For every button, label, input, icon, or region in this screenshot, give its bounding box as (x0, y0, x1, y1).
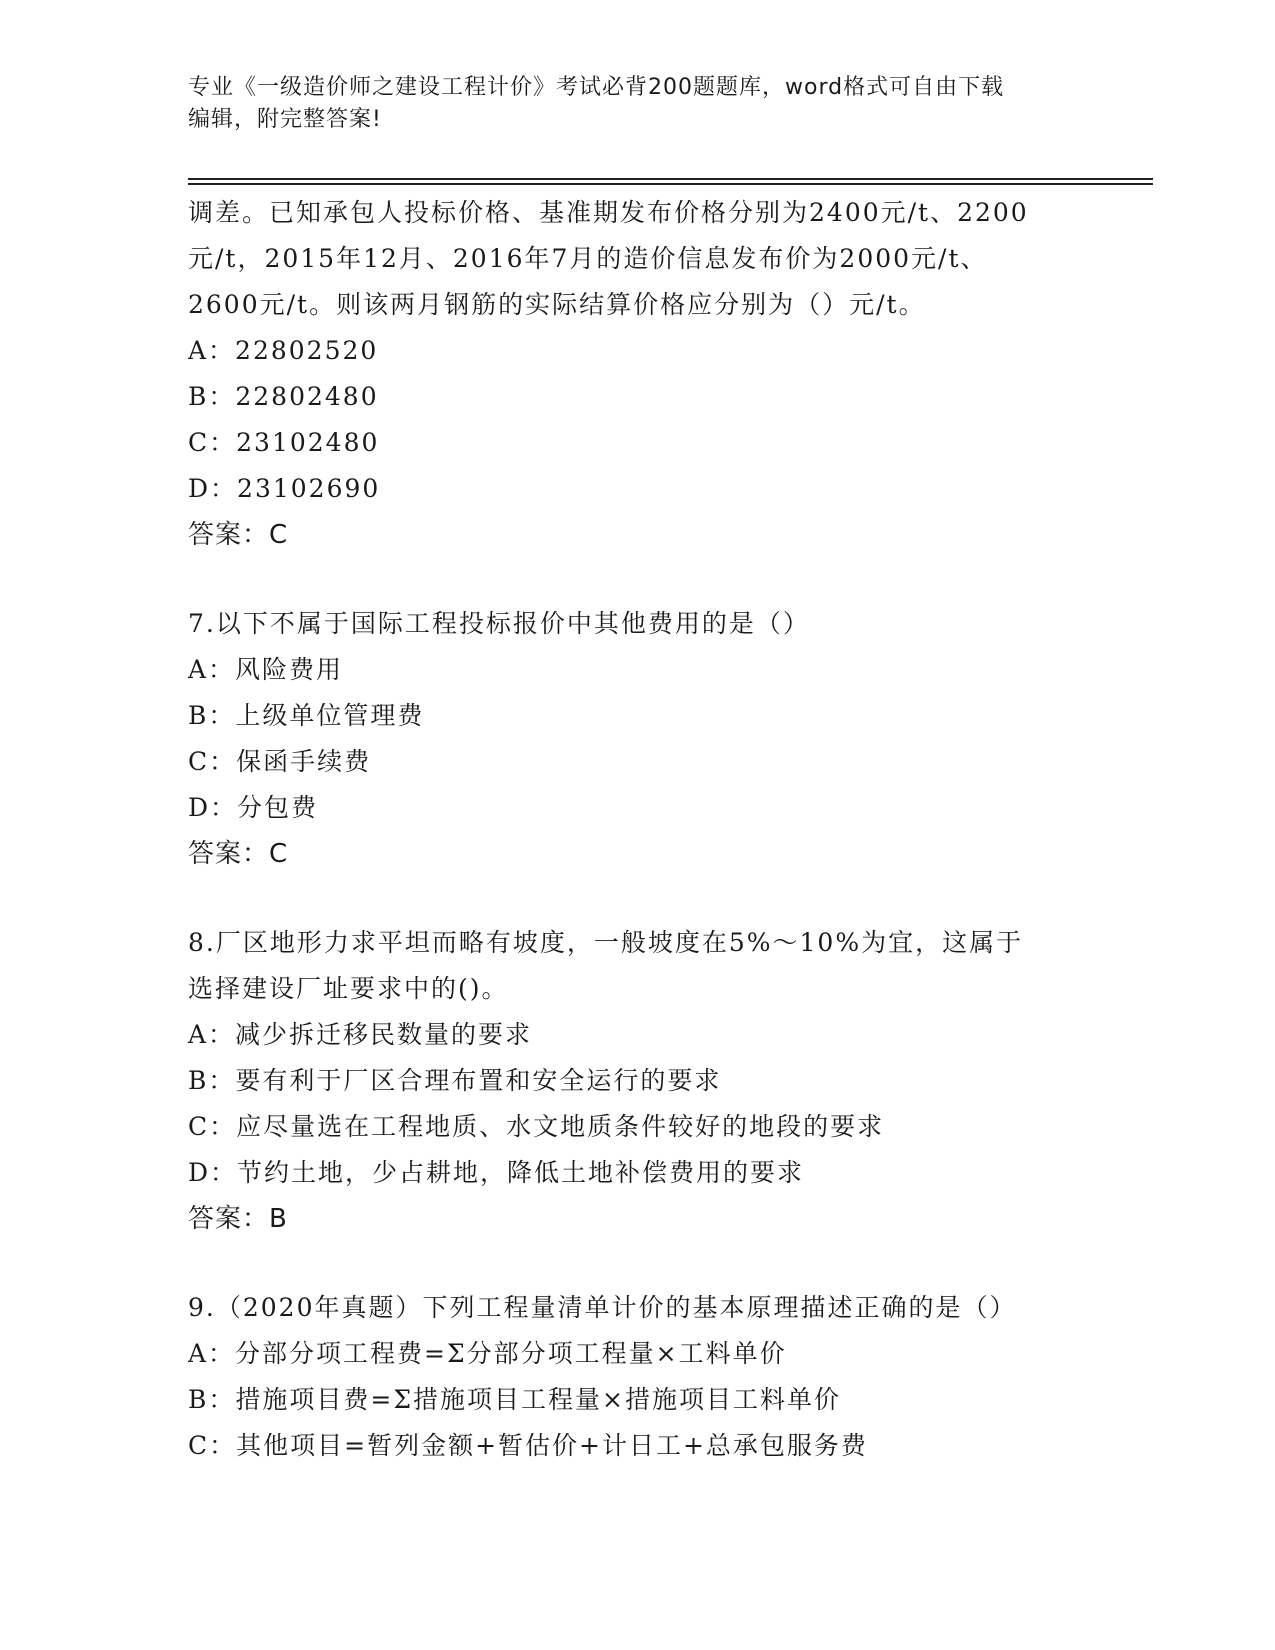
question-stem-line: 元/t，2015年12月、2016年7月的造价信息发布价为2000元/t、 (188, 244, 988, 273)
header-rule-bottom (188, 183, 1153, 185)
question-stem-line: 9.（2020年真题）下列工程量清单计价的基本原理描述正确的是（） (188, 1293, 1017, 1322)
option-a: A：减少拆迁移民数量的要求 (188, 1020, 533, 1049)
question-7 (188, 601, 1088, 877)
option-d: D：分包费 (188, 793, 319, 822)
option-b: B：上级单位管理费 (188, 701, 425, 730)
question-8 (188, 920, 1088, 1242)
option-b: B：要有利于厂区合理布置和安全运行的要求 (188, 1066, 722, 1095)
answer: 答案：C (188, 520, 289, 550)
option-c: C：保函手续费 (188, 747, 372, 776)
option-c: C：应尽量选在工程地质、水文地质条件较好的地段的要求 (188, 1112, 885, 1141)
header-rule-top (188, 178, 1153, 180)
document-header (188, 72, 1088, 136)
option-a: A：风险费用 (188, 655, 344, 684)
option-c: C：其他项目=暂列金额+暂估价+计日工+总承包服务费 (188, 1431, 868, 1460)
question-9 (188, 1285, 1088, 1469)
option-d: D：节约土地，少占耕地，降低土地补偿费用的要求 (188, 1158, 805, 1187)
question-stem-line: 选择建设厂址要求中的()。 (188, 974, 509, 1003)
option-b: B：22802480 (188, 382, 379, 411)
option-a: A：22802520 (188, 336, 379, 365)
option-d: D：23102690 (188, 474, 381, 503)
header-line-2: 编辑，附完整答案! (188, 107, 382, 132)
question-stem-line: 2600元/t。则该两月钢筋的实际结算价格应分别为（）元/t。 (188, 290, 926, 319)
question-stem-line: 7.以下不属于国际工程投标报价中其他费用的是（） (188, 609, 810, 638)
answer: 答案：B (188, 1204, 288, 1234)
question-6 (188, 190, 1088, 558)
answer: 答案：C (188, 839, 289, 869)
question-content (188, 190, 1088, 1469)
option-b: B：措施项目费=Σ措施项目工程量×措施项目工料单价 (188, 1385, 841, 1414)
option-a: A：分部分项工程费=Σ分部分项工程量×工料单价 (188, 1339, 787, 1368)
header-line-1: 专业《一级造价师之建设工程计价》考试必背200题题库，word格式可自由下载 (188, 75, 1005, 100)
option-c: C：23102480 (188, 428, 380, 457)
question-stem-line: 调差。已知承包人投标价格、基准期发布价格分别为2400元/t、2200 (188, 198, 1029, 227)
question-stem-line: 8.厂区地形力求平坦而略有坡度，一般坡度在5%～10%为宜，这属于 (188, 928, 1024, 957)
